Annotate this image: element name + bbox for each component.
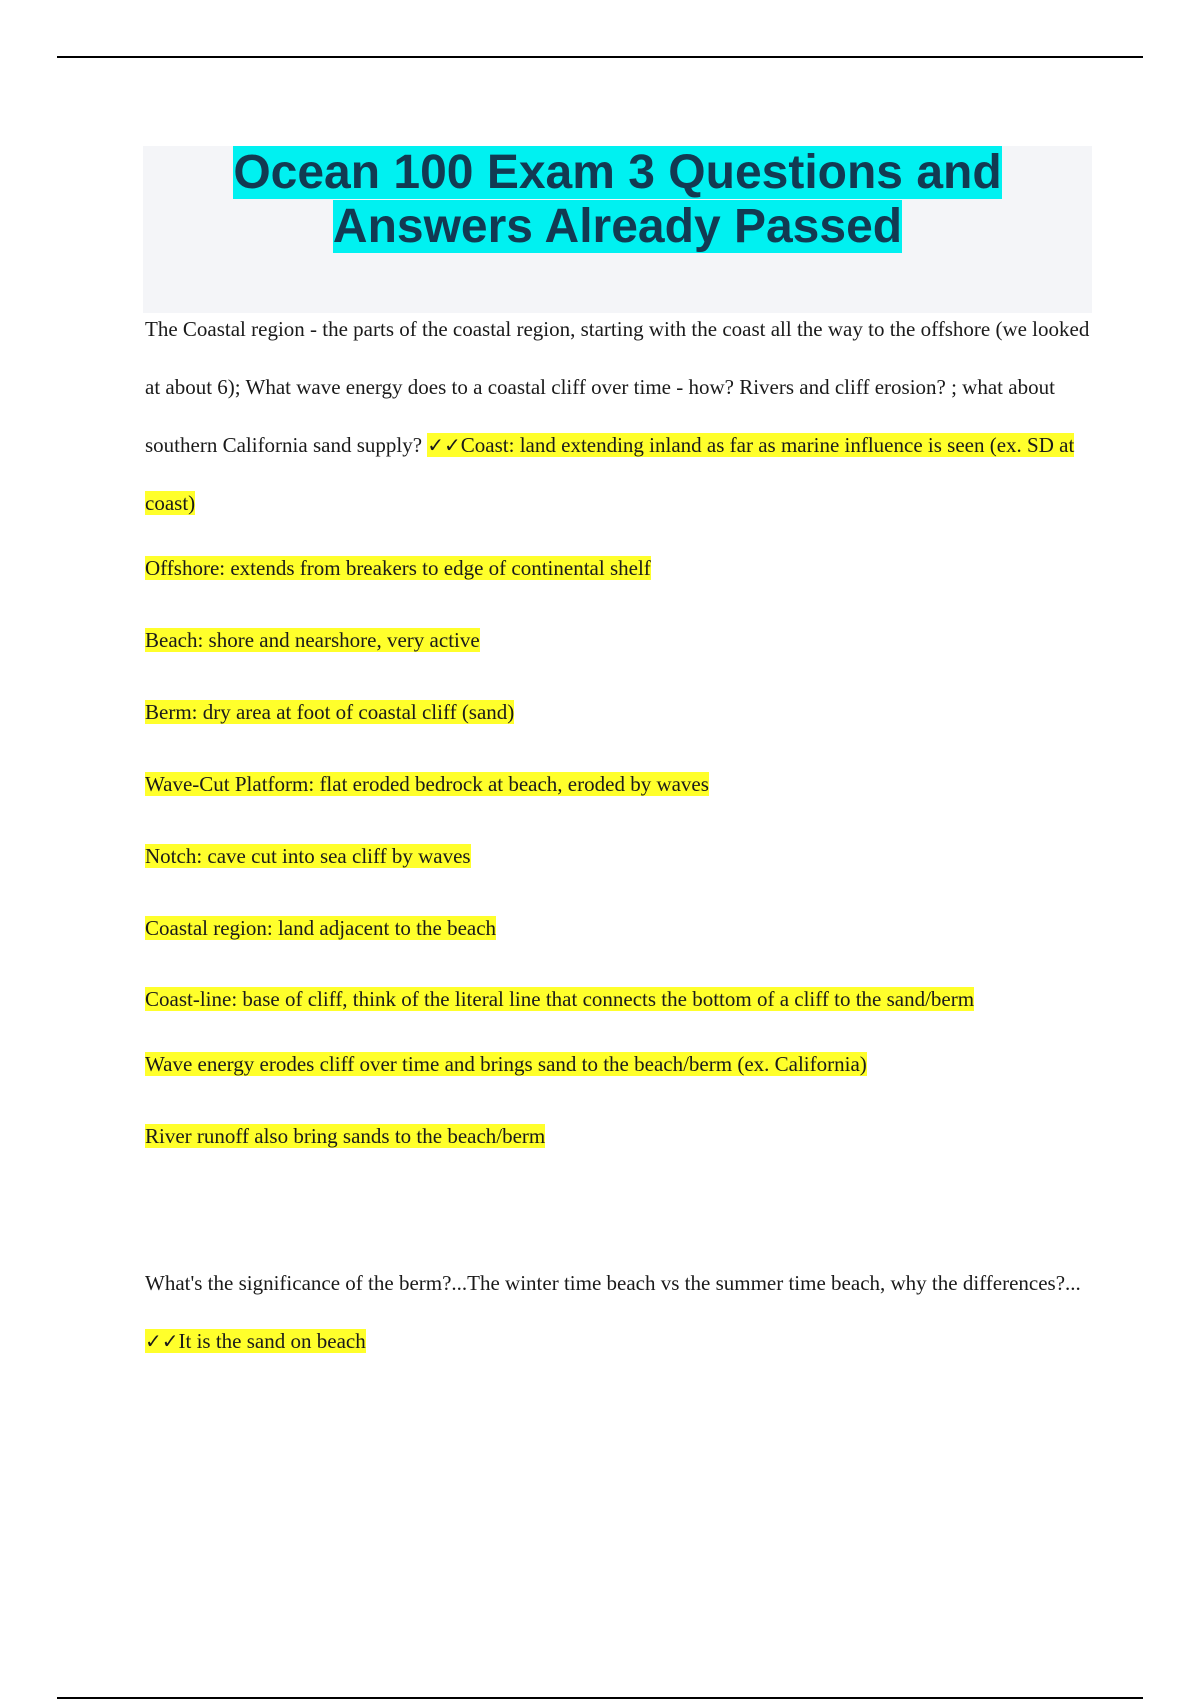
title-wrap [143, 146, 1092, 254]
question-1 [145, 300, 1090, 532]
spacer [145, 1172, 1090, 1254]
title-box [143, 146, 1092, 313]
answer-notch: Notch: cave cut into sea cliff by waves [145, 844, 471, 868]
answer-2-text: It is the sand on beach [178, 1329, 366, 1353]
answer-item [145, 892, 1090, 964]
answer-item [145, 676, 1090, 748]
double-check-icon: ✓✓ [427, 433, 461, 457]
footer-rule [57, 1697, 1143, 1699]
answer-item [145, 604, 1090, 676]
answer-item [145, 1028, 1090, 1100]
answer-item [145, 532, 1090, 604]
answer-item [145, 971, 1090, 1028]
answer-coast-line: Coast-line: base of cliff, think of the literal line that connects the bottom of a cliff to the sand/berm [145, 987, 975, 1011]
answer-offshore: Offshore: extends from breakers to edge of continental shelf [145, 556, 651, 580]
document-body [145, 300, 1090, 1370]
question-2-text: What's the significance of the berm?...The winter time beach vs the summer time beach, why the differences?... [145, 1271, 1081, 1295]
answer-1-first: Coast: land extending inland as far as marine influence is seen (ex. SD at coast) [145, 433, 1075, 515]
answer-berm: Berm: dry area at foot of coastal cliff (sand) [145, 700, 515, 724]
answer-beach: Beach: shore and nearshore, very active [145, 628, 480, 652]
question-1-text: The Coastal region - the parts of the coastal region, starting with the coast all the way to the offshore (we looked at about 6); What wave energy does to a coastal cliff over time - how? Rivers and cliff erosion? ; what about southern California sand supply? [145, 317, 1090, 457]
double-check-icon: ✓✓ [145, 1329, 179, 1353]
answer-item [145, 1100, 1090, 1172]
answer-wave-energy: Wave energy erodes cliff over time and brings sand to the beach/berm (ex. California) [145, 1052, 867, 1076]
header-rule [57, 56, 1143, 58]
answer-2-highlight [145, 1329, 366, 1353]
answer-coastal-region: Coastal region: land adjacent to the beach [145, 916, 497, 940]
document-title: Ocean 100 Exam 3 Questions and Answers Already Passed [233, 146, 1002, 253]
answer-river-runoff: River runoff also bring sands to the beach/berm [145, 1124, 546, 1148]
answer-item [145, 820, 1090, 892]
answer-wave-cut-platform: Wave-Cut Platform: flat eroded bedrock at beach, eroded by waves [145, 772, 709, 796]
question-2 [145, 1254, 1090, 1370]
answer-item [145, 748, 1090, 820]
